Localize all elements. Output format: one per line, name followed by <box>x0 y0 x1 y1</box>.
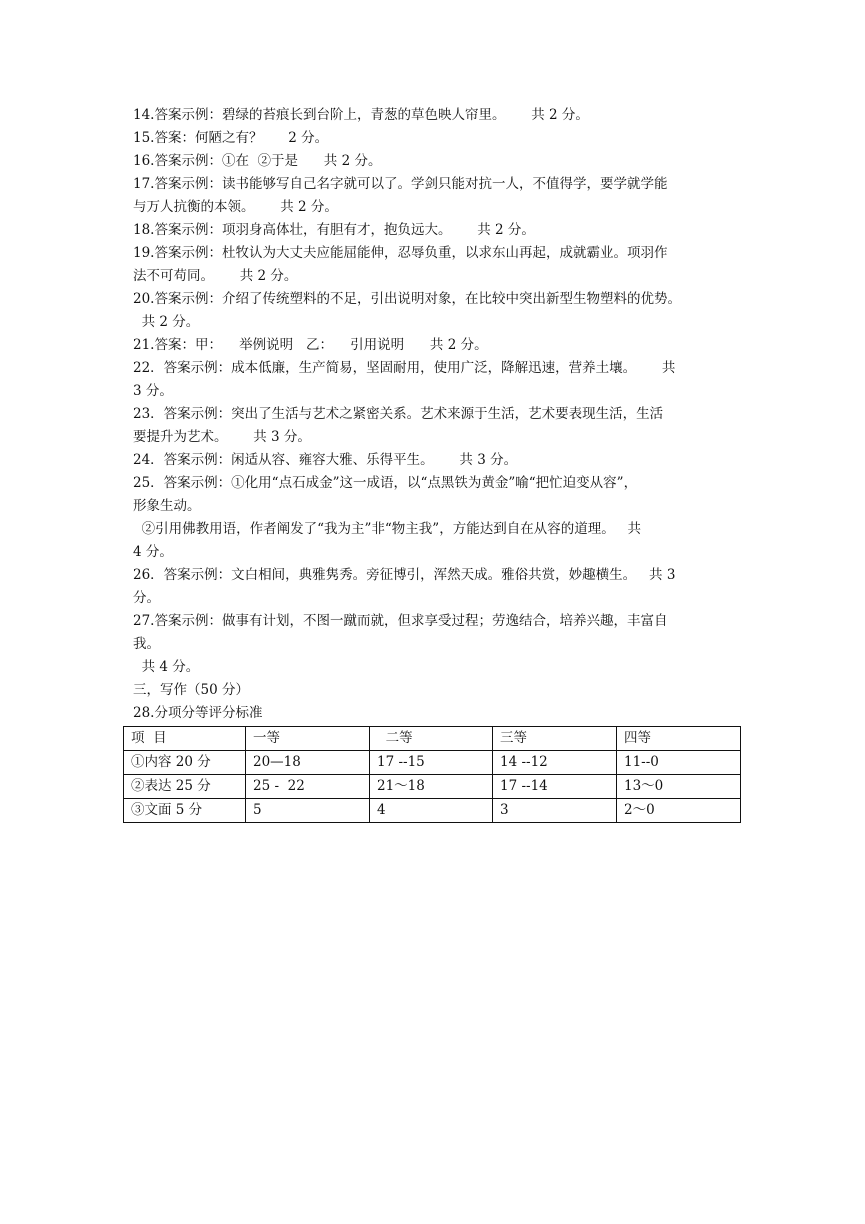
answer-line: 14.答案示例：碧绿的苔痕长到台阶上，青葱的草色映人帘里。 共 2 分。 <box>133 107 589 123</box>
table-cell: ①内容 20 分 <box>124 751 246 775</box>
table-row <box>124 775 741 799</box>
answer-line: 4 分。 <box>133 544 173 560</box>
answer-line: 三，写作（50 分） <box>133 682 249 698</box>
table-cell: 13～0 <box>617 775 741 799</box>
table-cell: 14 --12 <box>493 751 617 775</box>
table-cell: 3 <box>493 799 617 823</box>
table-cell: 25 - 22 <box>246 775 370 799</box>
answer-line: 18.答案示例：项羽身高体壮，有胆有才，抱负远大。 共 2 分。 <box>133 222 535 238</box>
answer-lines <box>133 104 740 725</box>
answer-line: 法不可苟同。 共 2 分。 <box>133 268 298 284</box>
answer-line: 20.答案示例：介绍了传统塑料的不足，引出说明对象，在比较中突出新型生物塑料的优势。 <box>133 291 681 307</box>
table-header-cell: 四等 <box>617 727 741 751</box>
table-cell: 17 --14 <box>493 775 617 799</box>
table-header-cell: 项 目 <box>124 727 246 751</box>
answer-line: 共 2 分。 <box>133 314 200 330</box>
answer-line: 25．答案示例：①化用“点石成金”这一成语，以“点黑铁为黄金”喻“把忙迫变从容”， <box>133 475 638 491</box>
answer-line: 16.答案示例：①在 ②于是 共 2 分。 <box>133 153 382 169</box>
answer-line: 要提升为艺术。 共 3 分。 <box>133 429 311 445</box>
table-cell: 5 <box>246 799 370 823</box>
answer-line: 共 4 分。 <box>133 659 200 675</box>
answer-line: 15.答案：何陋之有？ 2 分。 <box>133 130 329 146</box>
answer-line: 28.分项分等评分标准 <box>133 705 263 721</box>
answer-line: 23．答案示例：突出了生活与艺术之紧密关系。艺术来源于生活，艺术要表现生活，生活 <box>133 406 664 422</box>
table-cell: 4 <box>370 799 493 823</box>
scoring-table <box>123 726 741 823</box>
table-row <box>124 799 741 823</box>
answer-line: 26．答案示例：文白相间，典雅隽秀。旁征博引，浑然天成。雅俗共赏，妙趣横生。 共 3 <box>133 567 676 583</box>
table-cell: 2～0 <box>617 799 741 823</box>
answer-line: 21.答案：甲： 举例说明 乙： 引用说明 共 2 分。 <box>133 337 488 353</box>
answer-line: 与万人抗衡的本领。 共 2 分。 <box>133 199 338 215</box>
answer-line: 形象生动。 <box>133 498 201 514</box>
answer-line: 我。 <box>133 636 160 652</box>
table-cell: 21～18 <box>370 775 493 799</box>
table-row <box>124 751 741 775</box>
table-header-cell: 二等 <box>370 727 493 751</box>
table-header-row <box>124 727 741 751</box>
answer-line: 3 分。 <box>133 383 173 399</box>
answer-line: 17.答案示例：读书能够写自己名字就可以了。学剑只能对抗一人，不值得学，要学就学能 <box>133 176 668 192</box>
answer-line: 分。 <box>133 590 160 606</box>
table-cell: 20—18 <box>246 751 370 775</box>
table-header-cell: 三等 <box>493 727 617 751</box>
answer-line: 22．答案示例：成本低廉，生产简易，坚固耐用，使用广泛，降解迅速，营养土壤。 共 <box>133 360 676 376</box>
table-cell: 11--0 <box>617 751 741 775</box>
answer-line: 27.答案示例：做事有计划，不图一蹴而就，但求享受过程；劳逸结合，培养兴趣，丰富自 <box>133 613 668 629</box>
table-cell: ②表达 25 分 <box>124 775 246 799</box>
table-header-cell: 一等 <box>246 727 370 751</box>
table-cell: ③文面 5 分 <box>124 799 246 823</box>
answer-key <box>133 104 740 823</box>
answer-line: 24．答案示例：闲适从容、雍容大雅、乐得平生。 共 3 分。 <box>133 452 518 468</box>
table-cell: 17 --15 <box>370 751 493 775</box>
answer-line: ②引用佛教用语，作者阐发了“我为主”非“物主我”，方能达到自在从容的道理。 共 <box>133 521 642 537</box>
answer-line: 19.答案示例：杜牧认为大丈夫应能屈能伸，忍辱负重，以求东山再起，成就霸业。项羽作 <box>133 245 668 261</box>
